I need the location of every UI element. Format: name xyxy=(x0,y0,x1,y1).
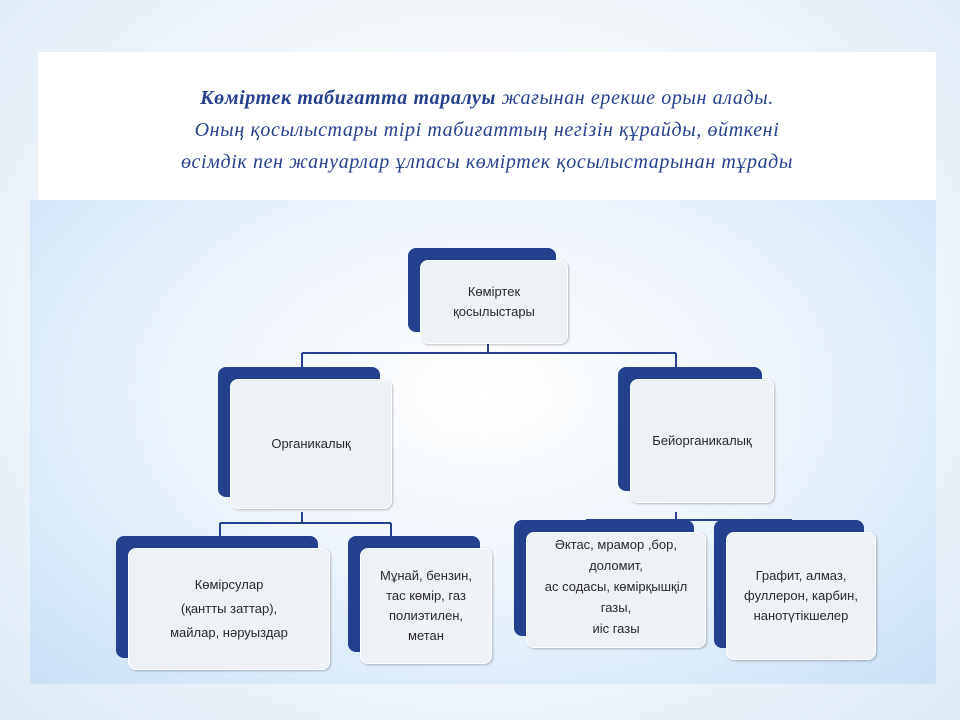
node-carbohydrates-face xyxy=(128,548,330,670)
connector-organic-to-children xyxy=(220,512,391,537)
node-carbohydrates-line-3: майлар, нәруыздар xyxy=(170,625,288,640)
node-minerals xyxy=(514,520,706,648)
node-fuels-line-3: полиэтилен, xyxy=(388,608,463,623)
node-fuels-line-2: тас көмір, газ xyxy=(386,588,466,603)
node-allotropes xyxy=(714,520,876,660)
node-organic-label: Органикалық xyxy=(271,436,351,451)
node-allotropes-line-1: Графит, алмаз, xyxy=(755,568,847,583)
node-carbohydrates xyxy=(116,536,330,670)
node-carbon-compounds-line-2: қосылыстары xyxy=(453,304,535,319)
caption-bold-phrase: Көміртек табиғатта таралуы xyxy=(200,87,496,109)
node-inorganic xyxy=(618,367,774,503)
node-minerals-line-3: ас содасы, көмірқышқіл xyxy=(544,579,688,594)
node-fuels-face xyxy=(360,548,492,664)
node-allotropes-line-2: фуллерон, карбин, xyxy=(744,588,858,603)
node-allotropes-line-3: нанотүтікшелер xyxy=(753,608,849,623)
node-organic xyxy=(218,367,392,509)
node-carbohydrates-line-2: (қантты заттар), xyxy=(180,601,278,616)
node-minerals-line-4: газы, xyxy=(600,600,632,615)
node-inorganic-face xyxy=(630,379,774,503)
caption-line-1 xyxy=(38,82,936,114)
diagram-area xyxy=(30,200,936,684)
caption-line-2: Оның қосылыстары тірі табиғаттың негізін құрайды, өйткені xyxy=(194,119,780,141)
node-minerals-line-5: иіс газы xyxy=(592,621,640,636)
node-minerals-line-1: Әктас, мрамор ,бор, xyxy=(555,537,677,552)
node-fuels xyxy=(348,536,492,664)
node-minerals-face xyxy=(526,532,706,648)
node-carbon-compounds-line-1: Көміртек xyxy=(467,284,521,299)
node-allotropes-face xyxy=(726,532,876,660)
node-fuels-line-1: Мұнай, бензин, xyxy=(380,568,472,583)
node-carbon-compounds-face xyxy=(420,260,568,344)
node-inorganic-label: Бейорганикалық xyxy=(652,433,752,448)
node-carbon-compounds xyxy=(408,248,568,344)
caption-line-1-rest: жағынан ерекше орын алады. xyxy=(496,87,774,109)
connector-root-to-level2 xyxy=(302,342,676,370)
node-minerals-line-2: доломит, xyxy=(589,558,643,573)
caption-line-3: өсімдік пен жануарлар ұлпасы көміртек қосылыстарынан тұрады xyxy=(180,151,794,173)
node-carbohydrates-line-1: Көмірсулар xyxy=(194,577,264,592)
caption-text xyxy=(38,82,936,178)
node-fuels-line-4: метан xyxy=(408,628,444,643)
node-organic-face xyxy=(230,379,392,509)
